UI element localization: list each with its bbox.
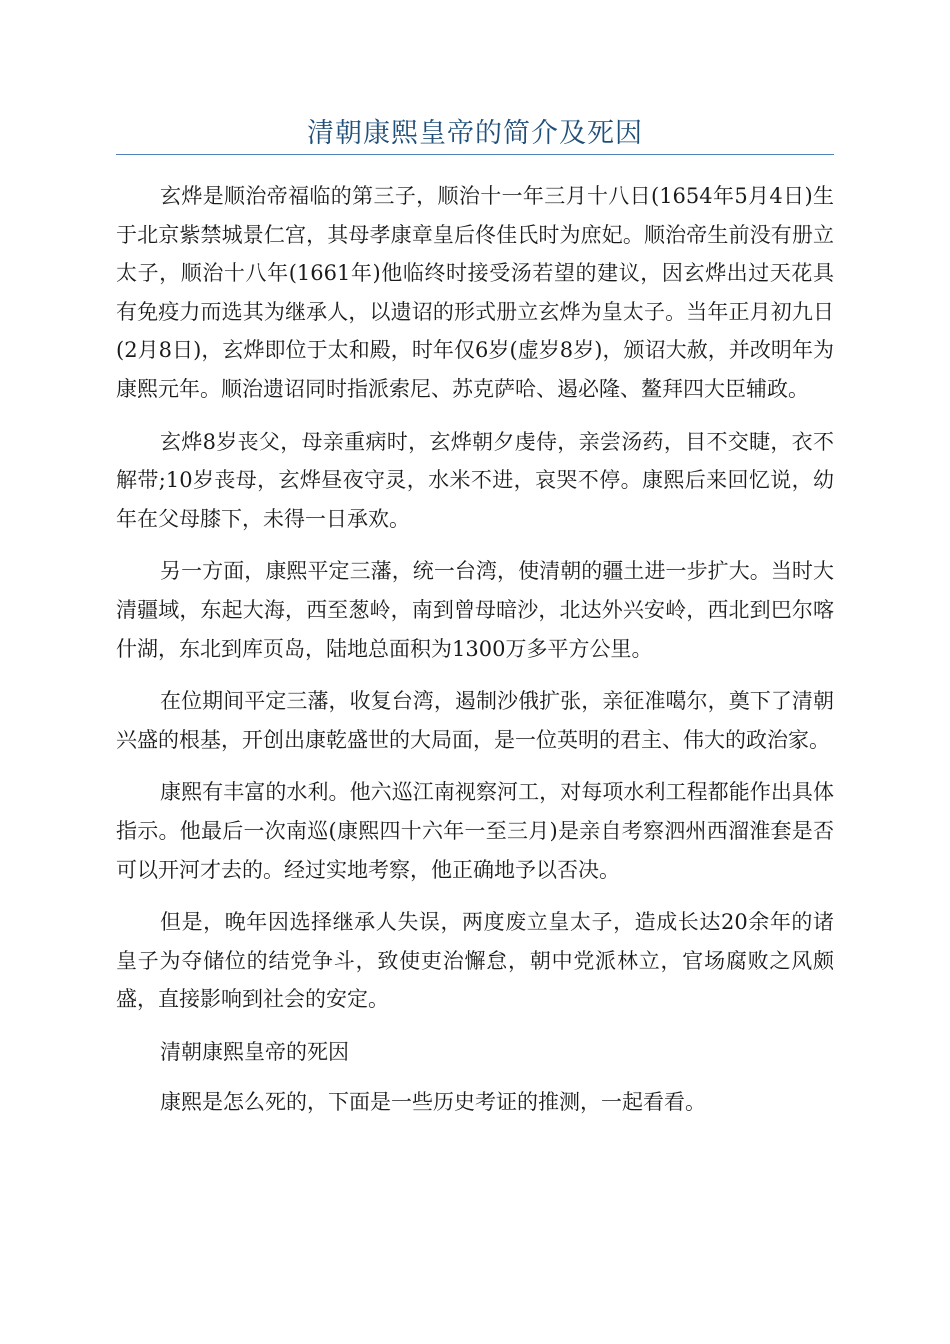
paragraph-death-intro: 康熙是怎么死的，下面是一些历史考证的推测，一起看看。 [160, 1090, 706, 1115]
paragraph-achievements: 在位期间平定三藩，收复台湾，遏制沙俄扩张，亲征准噶尔，奠下了清朝兴盛的根基，开创出康乾盛世的大局面，是一位英明的君主、伟大的政治家。 [116, 689, 834, 752]
document-page [116, 0, 834, 1136]
paragraph-late-years: 但是，晚年因选择继承人失误，两度废立皇太子，造成长达20余年的诸皇子为夺储位的结党争斗，致使吏治懈怠，朝中党派林立，官场腐败之风颇盛，直接影响到社会的安定。 [116, 910, 834, 1012]
document-body [116, 177, 834, 1122]
section-heading-death: 清朝康熙皇帝的死因 [160, 1039, 349, 1064]
paragraph-parents: 玄烨8岁丧父，母亲重病时，玄烨朝夕虔侍，亲尝汤药，目不交睫，衣不解带;10岁丧母，玄烨昼夜守灵，水米不进，哀哭不停。康熙后来回忆说，幼年在父母膝下，未得一日承欢。 [116, 429, 834, 531]
document-title: 清朝康熙皇帝的简介及死因 [307, 118, 643, 149]
paragraph-territory: 另一方面，康熙平定三藩，统一台湾，使清朝的疆土进一步扩大。当时大清疆域，东起大海，西至葱岭，南到曾母暗沙，北达外兴安岭，西北到巴尔喀什湖，东北到库页岛，陆地总面积为1300万多平方公里。 [116, 559, 834, 661]
paragraph-water-works: 康熙有丰富的水利。他六巡江南视察河工，对每项水利工程都能作出具体指示。他最后一次南巡(康熙四十六年一至三月)是亲自考察泗州西溜淮套是否可以开河才去的。经过实地考察，他正确地予以否决。 [116, 780, 834, 882]
paragraph-birth: 玄烨是顺治帝福临的第三子，顺治十一年三月十八日(1654年5月4日)生于北京紫禁城景仁宫，其母孝康章皇后佟佳氏时为庶妃。顺治帝生前没有册立太子，顺治十八年(1661年)他临终时接受汤若望的建议，因玄烨出过天花具有免疫力而选其为继承人，以遗诏的形式册立玄烨为皇太子。当年正月初九日(2月8日)，玄烨即位于太和殿，时年仅6岁(虚岁8岁)，颁诏大赦，并改明年为康熙元年。顺治遗诏同时指派索尼、苏克萨哈、遏必隆、鳌拜四大臣辅政。 [116, 184, 834, 401]
title-underline [116, 154, 834, 155]
